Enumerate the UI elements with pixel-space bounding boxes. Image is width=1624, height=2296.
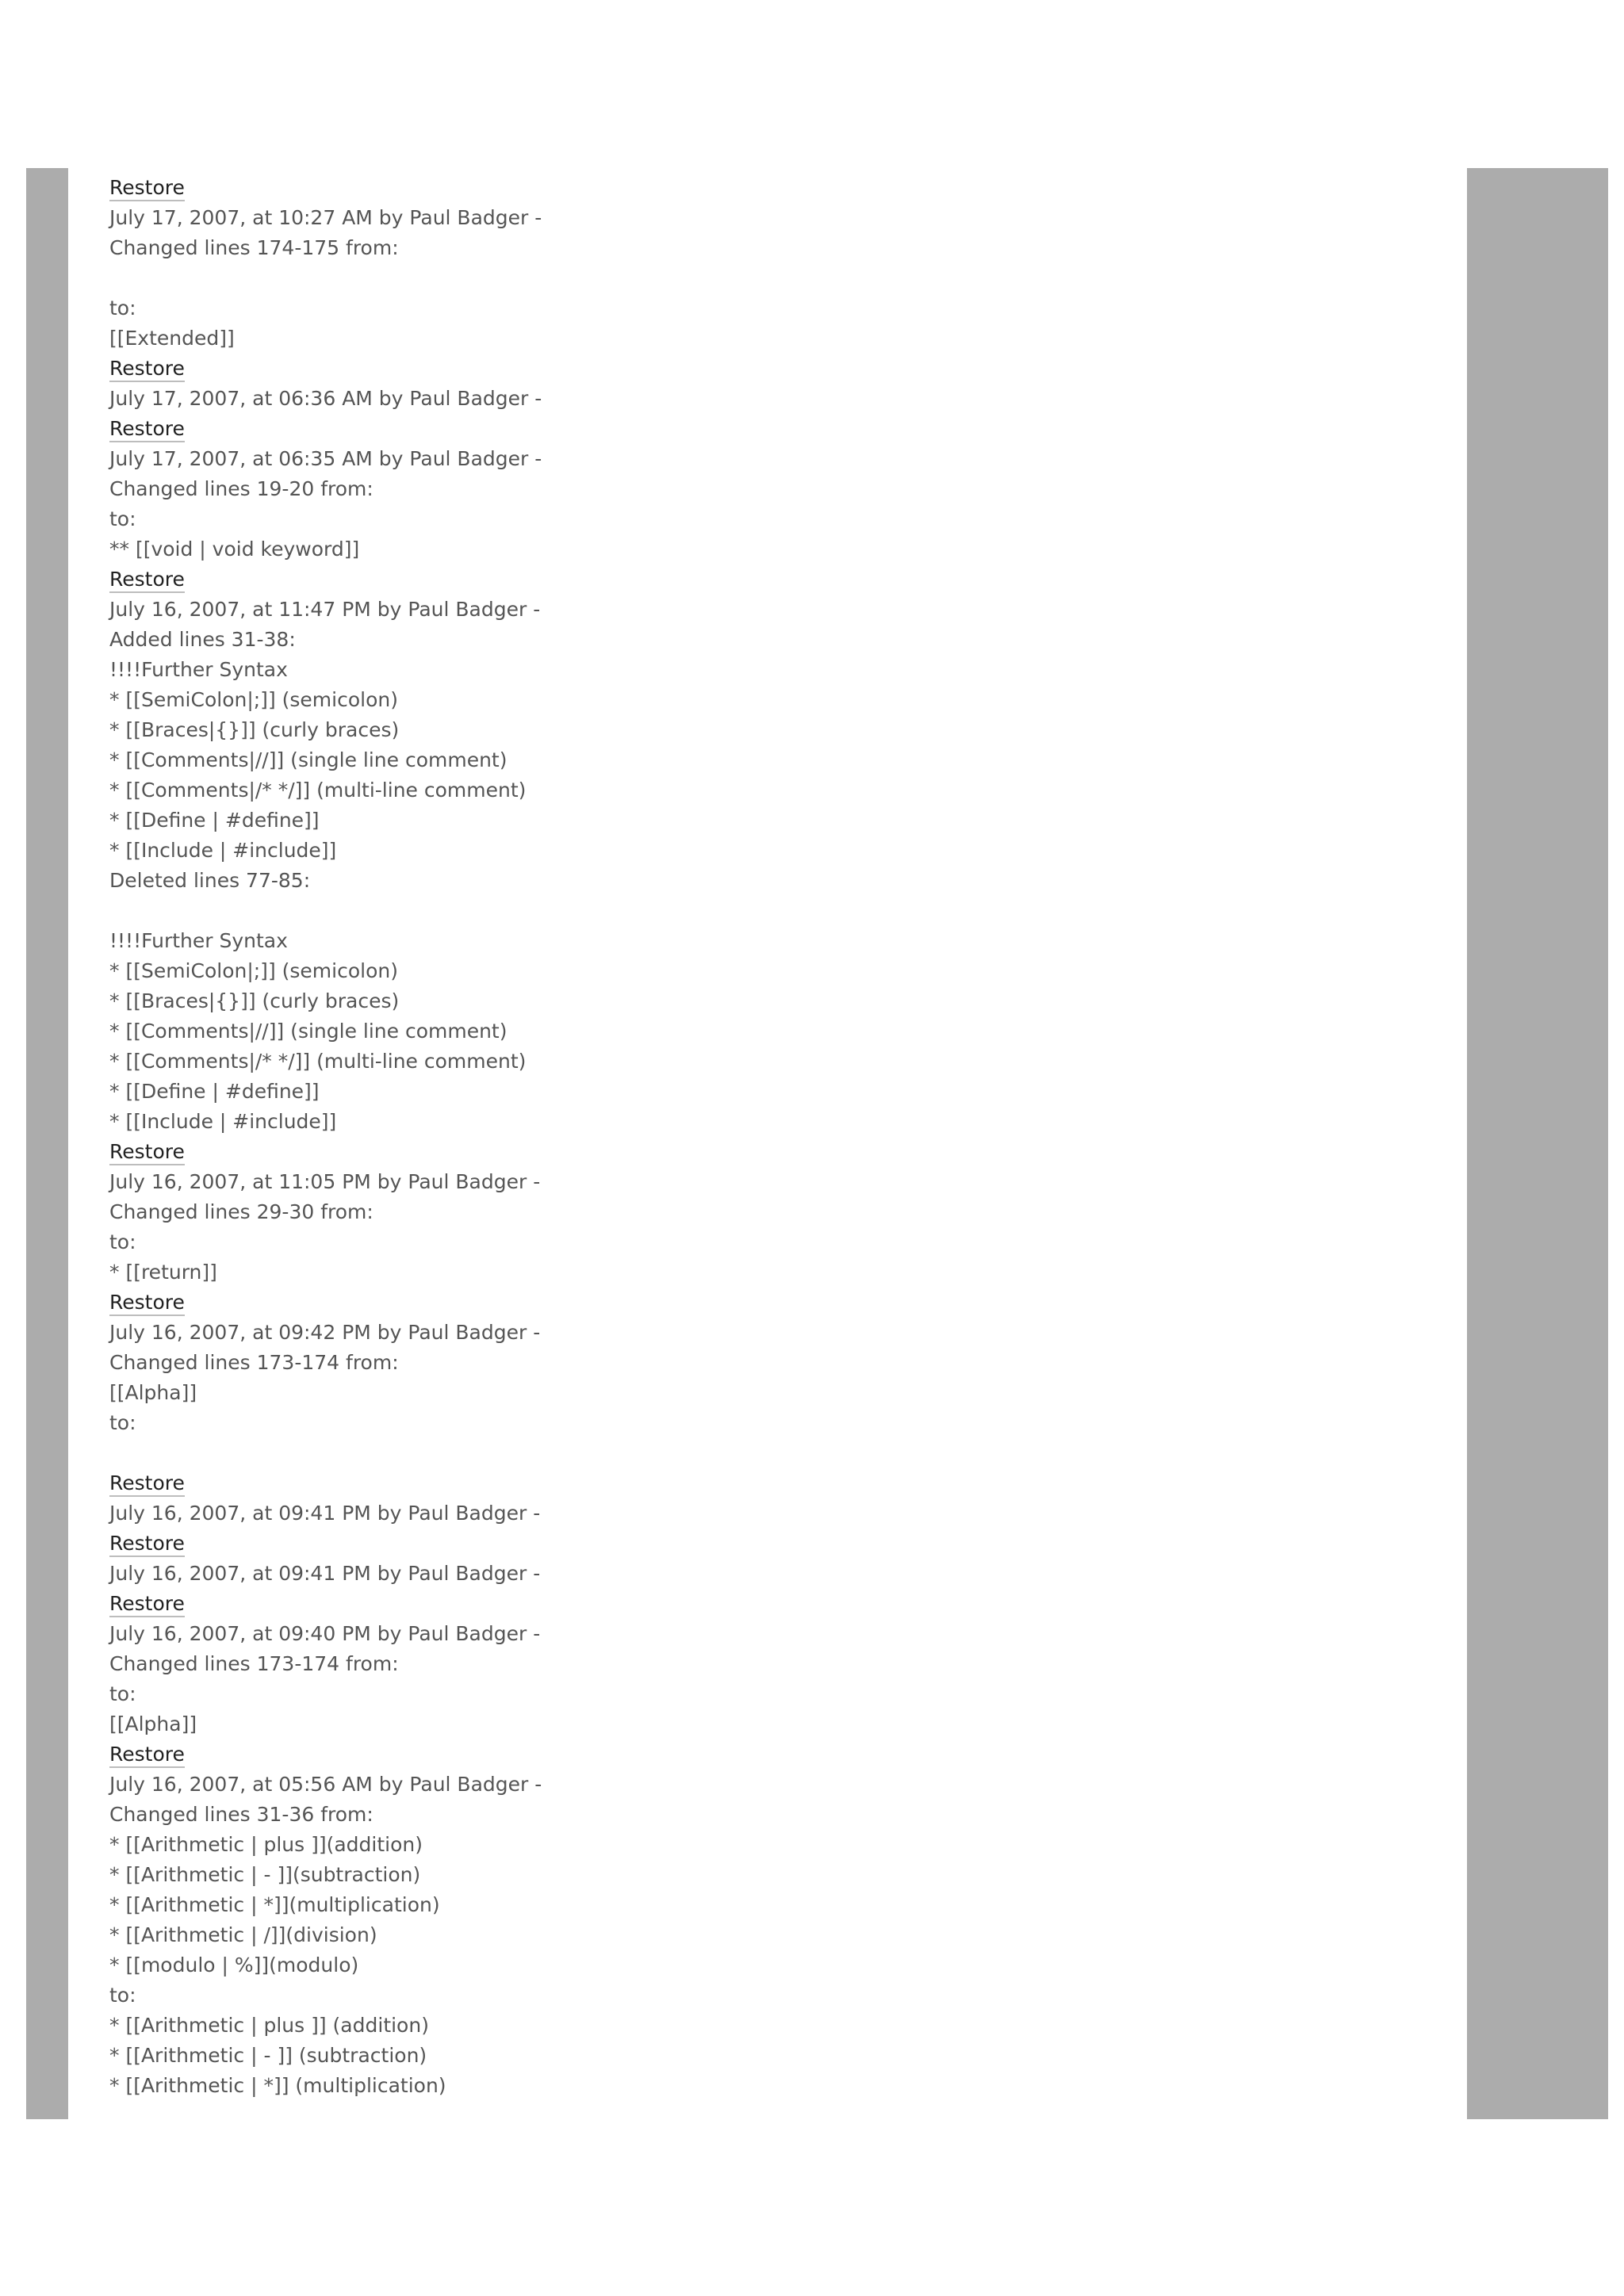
history-text-line: Changed lines 31-36 from: — [109, 1803, 373, 1826]
blank-line — [109, 1438, 1442, 1468]
history-text-line: to: — [109, 297, 136, 320]
history-text-line: * [[Define | #define]] — [109, 1080, 320, 1103]
restore-line — [109, 564, 1442, 595]
history-text-line: * [[Comments|/* */]] (multi-line comment) — [109, 1050, 527, 1073]
restore-link[interactable]: Restore — [109, 1140, 185, 1165]
history-text-line: July 16, 2007, at 11:05 PM by Paul Badger - — [109, 1170, 541, 1193]
history-text-line: * [[Arithmetic | plus ]] (addition) — [109, 2014, 429, 2037]
history-text-line: July 16, 2007, at 09:41 PM by Paul Badger - — [109, 1562, 541, 1585]
restore-link[interactable]: Restore — [109, 1471, 185, 1497]
revision-history — [109, 173, 1442, 2101]
restore-link[interactable]: Restore — [109, 568, 185, 593]
history-text-line: to: — [109, 1411, 136, 1434]
history-text-line: July 16, 2007, at 09:40 PM by Paul Badger - — [109, 1622, 541, 1645]
history-text-line: July 16, 2007, at 05:56 AM by Paul Badger - — [109, 1773, 542, 1796]
left-sidebar-bar — [26, 168, 68, 2119]
history-text-line: July 17, 2007, at 10:27 AM by Paul Badger - — [109, 206, 542, 229]
restore-line — [109, 1137, 1442, 1167]
history-text-line: Changed lines 174-175 from: — [109, 236, 399, 259]
history-text-line: * [[Define | #define]] — [109, 809, 320, 832]
history-text-line: Changed lines 173-174 from: — [109, 1351, 399, 1374]
restore-link[interactable]: Restore — [109, 1291, 185, 1316]
history-text-line: [[Alpha]] — [109, 1712, 197, 1735]
restore-link[interactable]: Restore — [109, 357, 185, 382]
restore-line — [109, 1739, 1442, 1770]
restore-link[interactable]: Restore — [109, 1532, 185, 1557]
history-text-line: Added lines 31-38: — [109, 628, 296, 651]
history-text-line: * [[Arithmetic | /]](division) — [109, 1923, 377, 1946]
history-text-line: * [[return]] — [109, 1261, 217, 1284]
blank-line — [109, 263, 1442, 293]
history-text-line: * [[Comments|//]] (single line comment) — [109, 748, 508, 771]
history-text-line: to: — [109, 507, 136, 530]
history-text-line: to: — [109, 1682, 136, 1705]
history-text-line: [[Extended]] — [109, 327, 235, 350]
history-text-line: July 17, 2007, at 06:36 AM by Paul Badger - — [109, 387, 542, 410]
history-text-line: * [[Arithmetic | *]](multiplication) — [109, 1893, 440, 1916]
history-text-line: to: — [109, 1984, 136, 2007]
history-text-line: * [[Comments|/* */]] (multi-line comment) — [109, 779, 527, 802]
history-text-line: * [[modulo | %]](modulo) — [109, 1954, 359, 1976]
blank-line — [109, 896, 1442, 926]
history-text-line: July 17, 2007, at 06:35 AM by Paul Badger - — [109, 447, 542, 470]
restore-line — [109, 1288, 1442, 1318]
history-text-line: * [[Arithmetic | *]] (multiplication) — [109, 2074, 446, 2097]
history-text-line: to: — [109, 1230, 136, 1253]
history-text-line: * [[SemiColon|;]] (semicolon) — [109, 959, 398, 982]
history-text-line: July 16, 2007, at 09:42 PM by Paul Badger - — [109, 1321, 541, 1344]
history-text-line: * [[Arithmetic | - ]](subtraction) — [109, 1863, 421, 1886]
restore-line — [109, 1529, 1442, 1559]
history-text-line: Changed lines 19-20 from: — [109, 477, 373, 500]
history-text-line: Deleted lines 77-85: — [109, 869, 311, 892]
right-sidebar-bar — [1467, 168, 1608, 2119]
history-text-line: !!!!Further Syntax — [109, 929, 288, 952]
history-text-line: * [[Braces|{}]] (curly braces) — [109, 989, 400, 1012]
restore-line — [109, 1589, 1442, 1619]
history-text-line: * [[Include | #include]] — [109, 1110, 337, 1133]
history-text-line: * [[Include | #include]] — [109, 839, 337, 862]
restore-line — [109, 1468, 1442, 1498]
restore-link[interactable]: Restore — [109, 1592, 185, 1617]
restore-line — [109, 354, 1442, 384]
history-text-line: * [[SemiColon|;]] (semicolon) — [109, 688, 398, 711]
history-text-line: ** [[void | void keyword]] — [109, 538, 360, 561]
history-text-line: Changed lines 173-174 from: — [109, 1652, 399, 1675]
history-text-line: !!!!Further Syntax — [109, 658, 288, 681]
restore-line — [109, 173, 1442, 203]
history-text-line: July 16, 2007, at 09:41 PM by Paul Badger - — [109, 1502, 541, 1525]
restore-link[interactable]: Restore — [109, 417, 185, 442]
restore-link[interactable]: Restore — [109, 1743, 185, 1768]
restore-link[interactable]: Restore — [109, 176, 185, 201]
history-text-line: * [[Arithmetic | - ]] (subtraction) — [109, 2044, 427, 2067]
history-text-line: July 16, 2007, at 11:47 PM by Paul Badger - — [109, 598, 541, 621]
history-text-line: [[Alpha]] — [109, 1381, 197, 1404]
history-text-line: * [[Comments|//]] (single line comment) — [109, 1020, 508, 1043]
restore-line — [109, 414, 1442, 444]
history-text-line: Changed lines 29-30 from: — [109, 1200, 373, 1223]
history-text-line: * [[Braces|{}]] (curly braces) — [109, 718, 400, 741]
history-text-line: * [[Arithmetic | plus ]](addition) — [109, 1833, 423, 1856]
